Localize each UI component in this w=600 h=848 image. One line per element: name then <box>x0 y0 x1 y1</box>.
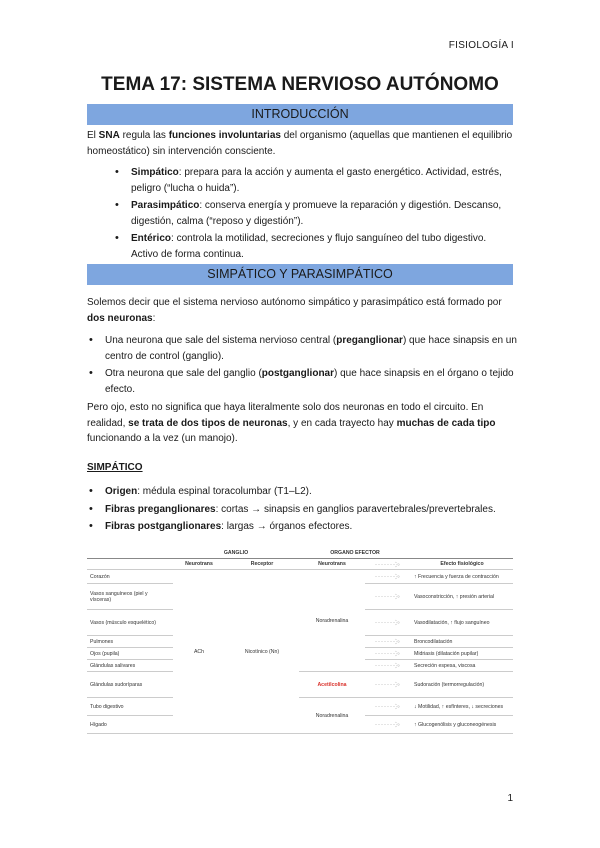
col-header-efecto: Efecto fisiológico <box>411 559 513 570</box>
table-row: Glándulas sudoríparas Acetilcolina Sudoración (termorregulación) <box>87 672 513 698</box>
table-row: Tubo digestivo Noradrenalina ↓ Motilidad, ↑ esfínteres, ↓ secreciones <box>87 698 513 716</box>
list-item: • Parasimpático: conserva energía y promueve la reparación y digestión. Descanso, digestión, calma (“reposo y digestión”). <box>113 198 513 229</box>
section-bar-introduccion: INTRODUCCIÓN <box>87 104 513 125</box>
section-bar-simpatico-parasimpatico: SIMPÁTICO Y PARASIMPÁTICO <box>87 264 513 285</box>
col-header-neurotrans-1: Neurotrans <box>173 559 225 570</box>
effector-neurotransmitter-noradrenalina-2: Noradrenalina <box>299 698 365 734</box>
table-row: Pulmones Broncodilatación <box>87 636 513 648</box>
running-header: FISIOLOGÍA I <box>448 40 514 51</box>
table-row: Vasos sanguíneos (piel y vísceras) Vasoconstricción, ↑ presión arterial <box>87 584 513 610</box>
col-header-neurotrans-2: Neurotrans <box>299 559 365 570</box>
arrow-icon <box>373 619 403 626</box>
effector-neurotransmitter-noradrenalina: Noradrenalina <box>299 570 365 672</box>
list-item: • Origen: médula espinal toracolumbar (T1–L2). <box>87 484 517 500</box>
list-item: • Entérico: controla la motilidad, secreciones y flujo sanguíneo del tubo digestivo. Activo de forma continua. <box>113 231 513 262</box>
list-item: • Otra neurona que sale del ganglio (postganglionar) que hace sinapsis en el órgano o tejido efecto. <box>87 366 517 397</box>
group-header-ganglio: GANGLIO <box>173 548 299 559</box>
list-item: • Fibras preganglionares: cortas → sinapsis en ganglios paravertebrales/prevertebrales. <box>87 502 517 518</box>
page-number: 1 <box>507 793 513 804</box>
intro-paragraph: El SNA regula las funciones involuntarias del organismo (aquellas que mantienen el equilibrio homeostático) sin intervención consciente. <box>87 130 513 157</box>
table-row: Hígado ↑ Glucogenólisis y gluconeogénesis <box>87 716 513 734</box>
table-row: Corazón ACh Nicotínico (Nn) Noradrenalina ↑ Frecuencia y fuerza de contracción <box>87 570 513 584</box>
simpatico-heading: SIMPÁTICO <box>87 462 143 473</box>
intro-bullets <box>113 165 513 264</box>
col-header-receptor: Receptor <box>225 559 299 570</box>
simpara-paragraph-1: Solemos decir que el sistema nervioso autónomo simpático y parasimpático está formado por dos neuronas: <box>87 297 502 324</box>
table-row: Ojos (pupila) Midriasis (dilatación pupilar) <box>87 648 513 660</box>
page-title: TEMA 17: SISTEMA NERVIOSO AUTÓNOMO <box>101 74 499 95</box>
neuron-bullets <box>87 333 517 399</box>
simpatico-bullets <box>87 484 517 537</box>
simpara-paragraph-2: Pero ojo, esto no significa que haya literalmente solo dos neuronas en todo el circuito. En realidad, se trata de dos tipos de neuronas, y en cada trayecto hay muchas de cada tipo funcionando a la vez (un manojo). <box>87 402 496 444</box>
arrow-icon <box>373 593 403 600</box>
arrow-icon <box>373 681 403 688</box>
arrow-icon <box>373 638 403 645</box>
arrow-icon <box>373 573 403 580</box>
ganglio-receptor: Nicotínico (Nn) <box>225 570 299 734</box>
ganglio-neurotransmitter: ACh <box>173 570 225 734</box>
list-item: • Una neurona que sale del sistema nervioso central (preganglionar) que hace sinapsis en un centro de control (ganglio). <box>87 333 517 364</box>
arrow-icon <box>373 662 403 669</box>
list-item: • Fibras postganglionares: largas → órganos efectores. <box>87 519 517 535</box>
arrow-icon <box>373 650 403 657</box>
sympathetic-table <box>87 548 513 734</box>
list-item: • Simpático: prepara para la acción y aumenta el gasto energético. Actividad, estrés, peligro (“lucha o huida”). <box>113 165 513 196</box>
arrow-icon <box>373 721 403 728</box>
group-header-organo: ORGANO EFECTOR <box>299 548 411 559</box>
arrow-icon <box>373 561 403 568</box>
arrow-icon <box>373 703 403 710</box>
effector-neurotransmitter-acetilcolina: Acetilcolina <box>299 672 365 698</box>
table-row: Vasos (músculo esquelético) Vasodilatación, ↑ flujo sanguíneo <box>87 610 513 636</box>
table-row: Glándulas salivares Secreción espesa, viscosa <box>87 660 513 672</box>
